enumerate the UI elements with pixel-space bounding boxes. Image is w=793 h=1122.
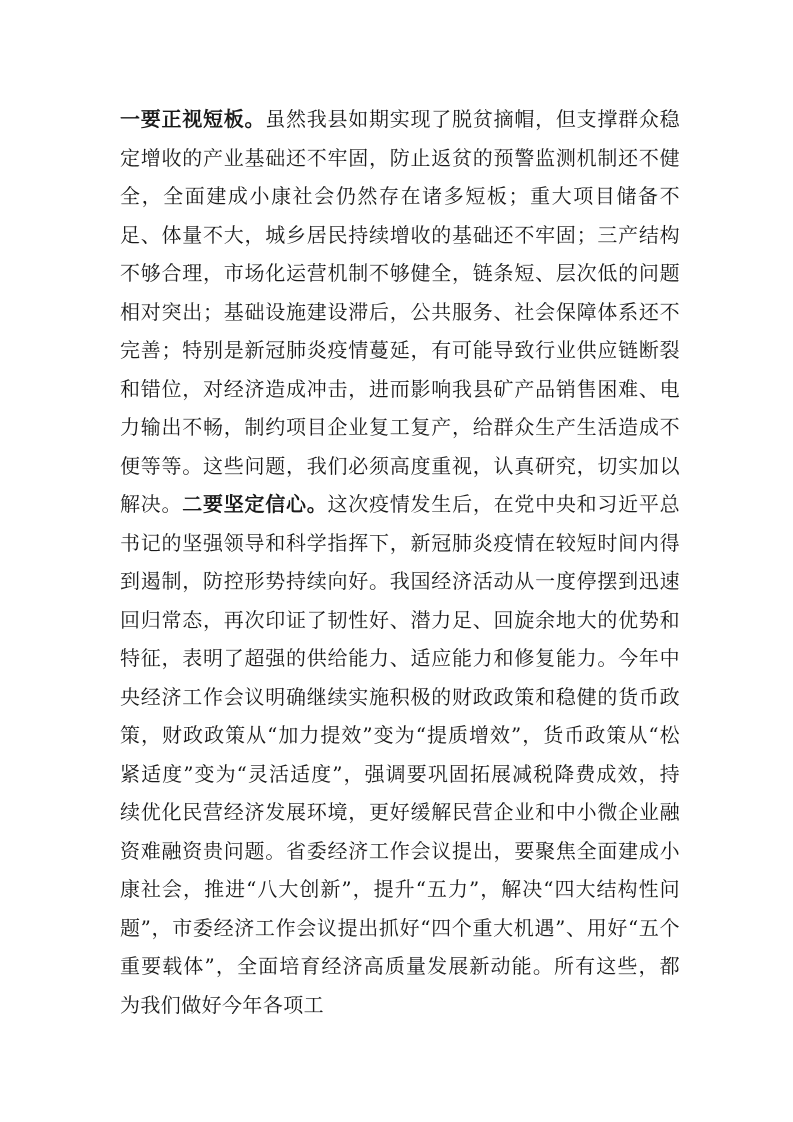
heading-two: 二要坚定信心。	[182, 492, 328, 516]
heading-one: 一要正视短板。	[120, 107, 266, 131]
paragraph-two-text: 这次疫情发生后，在党中央和习近平总书记的坚强领导和科学指挥下，新冠肺炎疫情在较短时间内得到遏制，防控形势持续向好。我国经济活动从一度停摆到迅速回归常态，再次印证了韧性好、潜力足、回旋余地大的优势和特征，表明了超强的供给能力、适应能力和修复能力。今年中央经济工作会议明确继续实施积极的财政政策和稳健的货币政策，财政政策从“加力提效”变为“提质增效”，货币政策从“松紧适度”变为“灵活适度”，强调要巩固拓展减税降费成效，持续优化民营经济发展环境，更好缓解民营企业和中小微企业融资难融资贵问题。省委经济工作会议提出，要聚焦全面建成小康社会，推进“八大创新”，提升“五力”，解决“四大结构性问题”，市委经济工作会议提出抓好“四个重大机遇”、用好“五个重要载体”，全面培育经济高质量发展新动能。所有这些，都为我们做好今年各项工	[120, 492, 680, 1017]
paragraph-one-text: 虽然我县如期实现了脱贫摘帽，但支撑群众稳定增收的产业基础还不牢固，防止返贫的预警监测机制还不健全，全面建成小康社会仍然存在诸多短板；重大项目储备不足、体量不大，城乡居民持续增收的基础还不牢固；三产结构不够合理，市场化运营机制不够健全，链条短、层次低的问题相对突出；基础设施建设滞后，公共服务、社会保障体系还不完善；特别是新冠肺炎疫情蔓延，有可能导致行业供应链断裂和错位，对经济造成冲击，进而影响我县矿产品销售困难、电力输出不畅，制约项目企业复工复产，给群众生产生活造成不便等等。这些问题，我们必须高度重视，认真研究，切实加以解决。	[120, 107, 680, 516]
body-paragraph	[120, 100, 680, 1024]
